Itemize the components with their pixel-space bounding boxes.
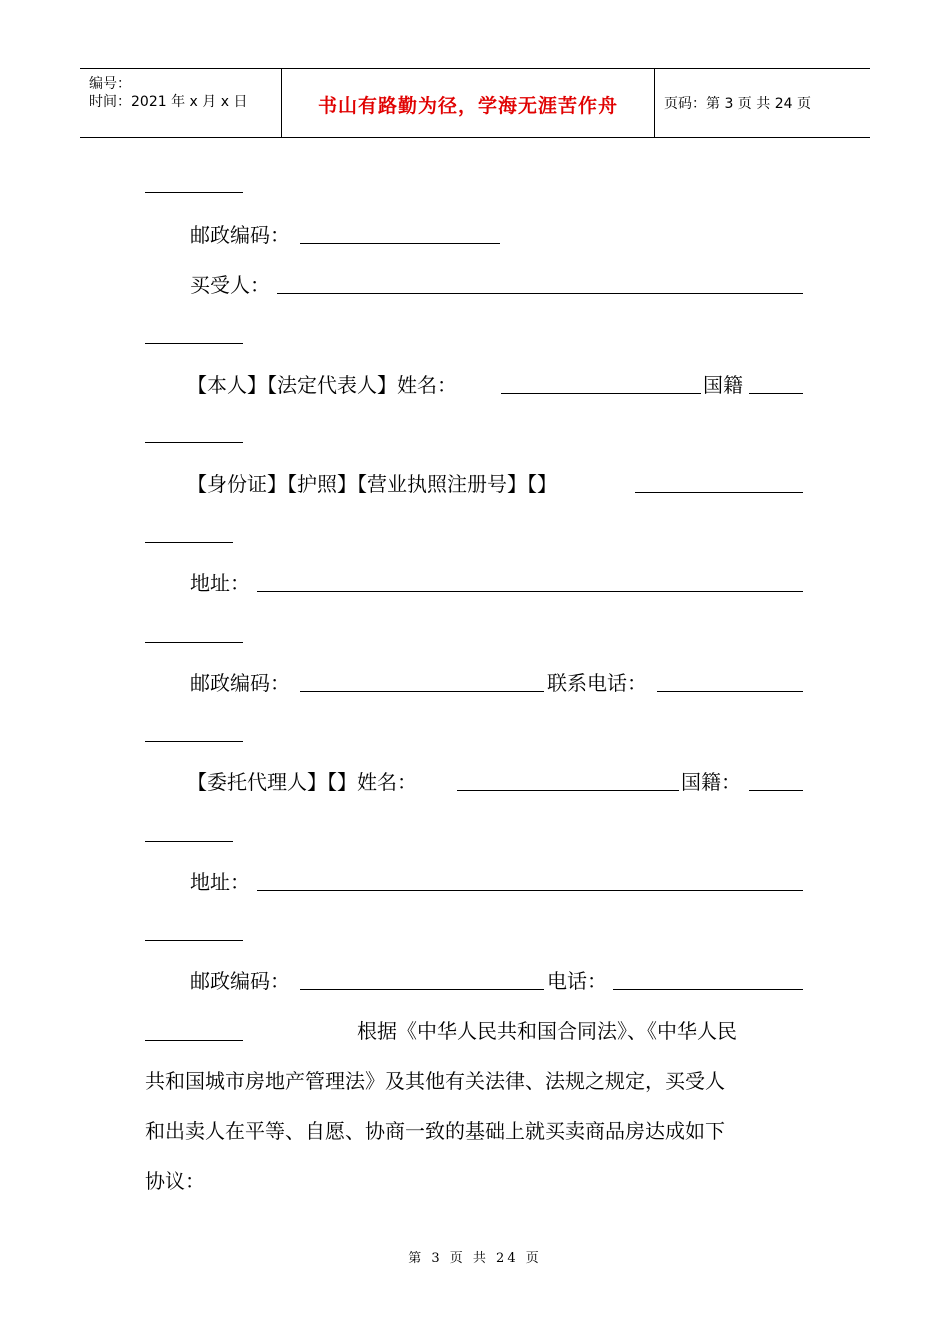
paragraph-line-1: 根据《中华人民共和国合同法》、《中华人民: [357, 1019, 737, 1043]
address-label: 地址：: [190, 571, 250, 595]
agent-phone-field[interactable]: [613, 989, 803, 990]
agent-name-field[interactable]: [457, 790, 679, 791]
agent-name-row: [145, 767, 803, 797]
agent-nationality-field[interactable]: [749, 790, 803, 791]
agreement-paragraph: [145, 1006, 803, 1206]
postal-code-field[interactable]: [300, 691, 544, 692]
address-field[interactable]: [257, 591, 803, 592]
agent-address-field-continuation[interactable]: [145, 940, 243, 941]
buyer-id-row: [145, 469, 803, 499]
agent-postal-code-field[interactable]: [300, 989, 544, 990]
header-motto: 书山有路勤为径，学海无涯苦作舟: [317, 94, 618, 117]
seller-postal-code-row: [145, 220, 803, 250]
contact-phone-field[interactable]: [657, 691, 803, 692]
postal-code-label: 邮政编码：: [190, 671, 290, 695]
id-type-label: 【身份证】【护照】【营业执照注册号】【】: [187, 472, 557, 496]
buyer-name-row: [145, 370, 803, 400]
agent-address-row: [145, 867, 803, 897]
buyer-field[interactable]: [277, 293, 803, 294]
buyer-field-continuation[interactable]: [145, 343, 243, 344]
agent-postal-phone-row: [145, 966, 803, 996]
postal-code-field[interactable]: [300, 243, 500, 244]
nationality-field-continuation[interactable]: [145, 442, 243, 443]
header-motto-cell: [282, 69, 655, 137]
name-label: 【本人】【法定代表人】姓名：: [187, 373, 457, 397]
address-label: 地址：: [190, 870, 250, 894]
page-footer: 第 3 页 共 24 页: [408, 1251, 542, 1266]
id-number-field-continuation[interactable]: [145, 542, 233, 543]
agent-label: 【委托代理人】【】姓名：: [187, 770, 417, 794]
nationality-field[interactable]: [749, 393, 803, 394]
nationality-label: 国籍: [703, 373, 743, 397]
agent-address-field[interactable]: [257, 890, 803, 891]
paragraph-line-4: 协议：: [145, 1169, 205, 1193]
buyer-row: [145, 270, 803, 300]
header-page-info: 页码：第 3 页 共 24 页: [664, 96, 811, 112]
document-date: 时间：2021 年 x 月 x 日: [89, 94, 248, 110]
header-meta-cell: [80, 69, 282, 137]
agent-nationality-field-continuation[interactable]: [145, 841, 233, 842]
header-page-cell: [655, 69, 870, 137]
buyer-postal-contact-row: [145, 668, 803, 698]
contact-phone-label: 联系电话：: [547, 671, 647, 695]
continuation-blank[interactable]: [145, 192, 243, 193]
paragraph-line-2: 共和国城市房地产管理法》及其他有关法律、法规之规定，买受人: [145, 1069, 725, 1093]
address-field-continuation[interactable]: [145, 642, 243, 643]
id-number-field[interactable]: [635, 492, 803, 493]
document-number-label: 编号：: [89, 76, 131, 92]
agent-nationality-label: 国籍：: [681, 770, 741, 794]
page-header: [80, 68, 870, 138]
contact-phone-field-continuation[interactable]: [145, 741, 243, 742]
postal-code-label: 邮政编码：: [190, 969, 290, 993]
phone-label: 电话：: [547, 969, 607, 993]
buyer-name-field[interactable]: [501, 393, 701, 394]
postal-code-label: 邮政编码：: [190, 223, 290, 247]
buyer-label: 买受人：: [190, 273, 270, 297]
paragraph-line-3: 和出卖人在平等、自愿、协商一致的基础上就买卖商品房达成如下: [145, 1119, 725, 1143]
buyer-address-row: [145, 568, 803, 598]
